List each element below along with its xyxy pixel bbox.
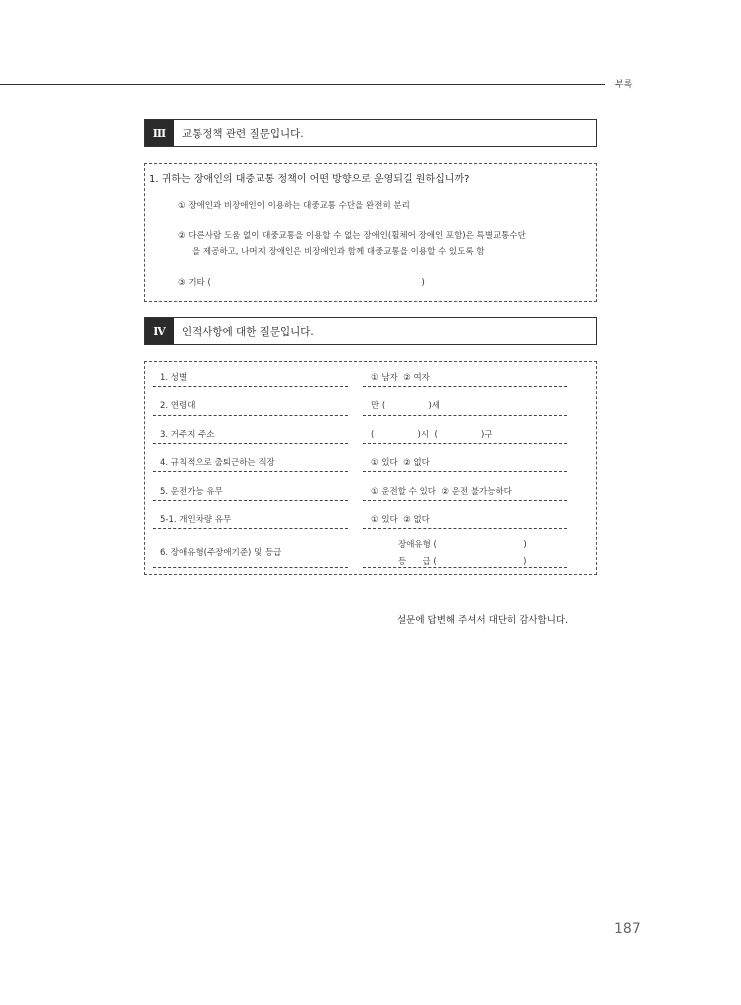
row-address-label: 3. 거주지 주소 bbox=[160, 430, 215, 440]
row-divider bbox=[363, 528, 567, 529]
section-4-number: Ⅳ bbox=[145, 318, 174, 344]
row-driving-value: ① 운전할 수 있다 ② 운전 불가능하다 bbox=[371, 487, 512, 497]
row-divider bbox=[153, 528, 348, 529]
row-divider bbox=[153, 567, 348, 568]
section-3-title: 교통정책 관련 질문입니다. bbox=[182, 127, 304, 140]
page-number: 187 bbox=[614, 921, 641, 937]
thank-you-text: 설문에 답변해 주셔서 대단히 감사합니다. bbox=[397, 615, 569, 626]
row-driving-label: 5. 운전가능 유무 bbox=[160, 487, 223, 497]
section-4-title: 인적사항에 대한 질문입니다. bbox=[182, 325, 314, 338]
row-vehicle-value: ① 있다 ② 없다 bbox=[371, 515, 430, 525]
row-divider bbox=[363, 471, 567, 472]
row-divider bbox=[153, 443, 348, 444]
row-commute-value: ① 있다 ② 없다 bbox=[371, 458, 430, 468]
row-divider bbox=[153, 471, 348, 472]
row-divider bbox=[363, 567, 567, 568]
question-1-option-2: ② 다른사람 도움 없이 대중교통을 이용할 수 없는 장애인(휠체어 장애인 포함)은 특별교통수단 bbox=[178, 231, 526, 241]
question-1-text: 1. 귀하는 장애인의 대중교통 정책이 어떤 방향으로 운영되길 원하십니까? bbox=[149, 174, 470, 185]
header-label: 부록 bbox=[615, 80, 633, 90]
row-divider bbox=[363, 443, 567, 444]
row-divider bbox=[363, 500, 567, 501]
row-gender-value: ① 남자 ② 여자 bbox=[371, 373, 430, 383]
section-4-form-box bbox=[144, 361, 597, 575]
section-4-header bbox=[144, 317, 597, 345]
row-divider bbox=[153, 500, 348, 501]
row-age-label: 2. 연령대 bbox=[160, 401, 196, 411]
question-1-option-2-continued: 을 제공하고, 나머지 장애인은 비장애인과 함께 대중교통을 이용할 수 있도록 함 bbox=[192, 247, 485, 257]
row-divider bbox=[153, 415, 348, 416]
row-age-value: 만 ( )세 bbox=[371, 401, 440, 411]
section-3-header bbox=[144, 119, 597, 147]
row-divider bbox=[153, 386, 348, 387]
question-1-option-1: ① 장애인과 비장애인이 이용하는 대중교통 수단을 완전히 분리 bbox=[178, 201, 410, 211]
row-vehicle-label: 5-1. 개인차량 유무 bbox=[160, 515, 232, 525]
section-3-number: Ⅲ bbox=[145, 120, 174, 146]
row-disability-type-value: 장애유형 ( ) bbox=[398, 540, 527, 550]
header-rule bbox=[0, 84, 605, 85]
question-1-option-3: ③ 기타 ( ) bbox=[178, 278, 425, 288]
row-disability-grade-value: 등 급 ( ) bbox=[398, 557, 527, 567]
row-disability-label: 6. 장애유형(주장애기준) 및 등급 bbox=[160, 548, 282, 558]
section-3-question-box bbox=[144, 163, 597, 302]
row-divider bbox=[363, 386, 567, 387]
row-commute-label: 4. 규칙적으로 출퇴근하는 직장 bbox=[160, 458, 275, 468]
row-address-value: ( )시 ( )구 bbox=[371, 430, 493, 440]
row-gender-label: 1. 성별 bbox=[160, 373, 188, 383]
row-divider bbox=[363, 415, 567, 416]
